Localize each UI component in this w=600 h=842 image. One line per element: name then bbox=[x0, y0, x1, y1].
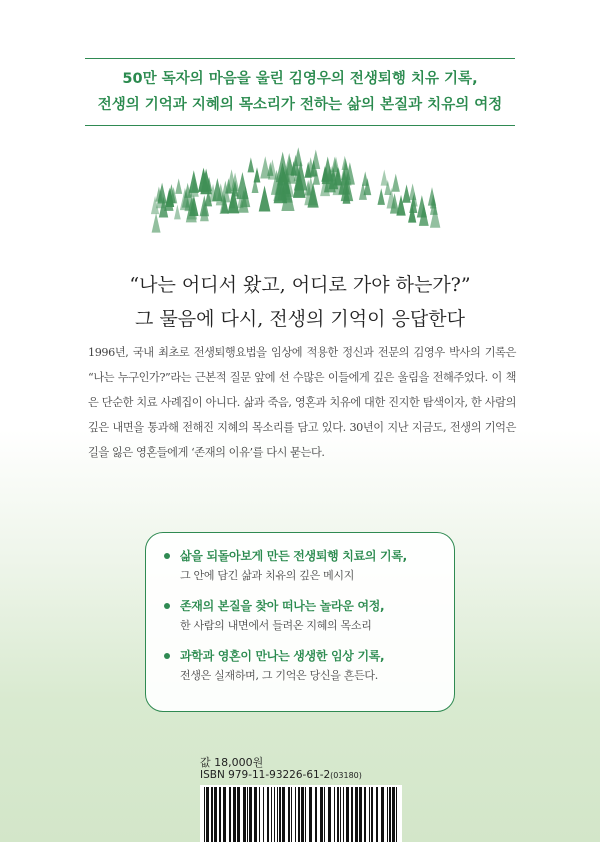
barcode-bar bbox=[206, 787, 209, 842]
barcode-bar bbox=[298, 787, 300, 842]
bullet-icon bbox=[164, 553, 170, 559]
highlight-subtitle: 한 사람의 내면에서 들려온 지혜의 목소리 bbox=[180, 619, 372, 632]
highlight-title: 삶을 되돌아보게 만든 전생퇴행 치료의 기록, bbox=[180, 549, 407, 563]
body-paragraph: 1996년, 국내 최초로 전생퇴행요법을 임상에 적용한 정신과 전문의 김영우 박사의 기록은 “나는 누구인가?”라는 근본적 질문 앞에 선 수많은 이들에게 깊은 울림을 전해주었다. 이 책은 단순한 치료 사례집이 아니다. 삶과 죽음, 영혼과 치유에 대한 진지한 탐색이자, 한 사람의 깊은 내면을 통과해 전해진 지혜의 목소리를 담고 있다. 30년이 지난 지금도, 전생의 기억은 길을 잃은 영혼들에게 ‘존재의 이유’를 다시 묻는다. bbox=[88, 346, 516, 459]
barcode-bar bbox=[295, 787, 296, 842]
tree-shape bbox=[236, 172, 248, 199]
tree-shape bbox=[259, 186, 271, 212]
barcode-bar bbox=[291, 787, 292, 842]
barcode-bar bbox=[219, 787, 221, 842]
barcode-bar bbox=[392, 787, 395, 842]
barcode-bar bbox=[223, 787, 226, 842]
highlight-item bbox=[164, 597, 444, 635]
barcode-bar bbox=[237, 787, 240, 842]
barcode-bar bbox=[387, 787, 388, 842]
tree-shape bbox=[409, 183, 417, 200]
highlight-title: 과학과 영혼이 만나는 생생한 임상 기록, bbox=[180, 649, 385, 663]
headline bbox=[60, 66, 540, 118]
highlight-title: 존재의 본질을 찾아 떠나는 놀라운 여정, bbox=[180, 599, 385, 613]
barcode-bar bbox=[279, 787, 281, 842]
barcode-bar bbox=[233, 787, 236, 842]
barcode-bar bbox=[277, 787, 278, 842]
barcode-bar bbox=[381, 787, 384, 842]
barcode-bar bbox=[247, 787, 248, 842]
barcode-bar bbox=[214, 787, 217, 842]
isbn-number: ISBN 979-11-93226-61-2 bbox=[200, 769, 331, 781]
highlight-subtitle: 전생은 실재하며, 그 기억은 당신을 흔든다. bbox=[180, 669, 378, 682]
bottom-rule bbox=[85, 125, 515, 126]
barcode-bar bbox=[315, 787, 317, 842]
tree-shape bbox=[402, 184, 410, 202]
forest-illustration bbox=[150, 140, 450, 240]
barcode-bar bbox=[396, 787, 397, 842]
top-rule bbox=[85, 58, 515, 59]
tree-shape bbox=[417, 195, 427, 217]
barcode-bar bbox=[389, 787, 391, 842]
barcode-bar bbox=[369, 787, 370, 842]
barcode-bar bbox=[249, 787, 252, 842]
barcode-bar bbox=[274, 787, 275, 842]
barcode-bar bbox=[324, 787, 325, 842]
tree-shape bbox=[342, 156, 348, 170]
barcode-bar bbox=[301, 787, 304, 842]
highlight-item bbox=[164, 547, 444, 585]
barcode-bar bbox=[340, 787, 341, 842]
barcode-bar bbox=[263, 787, 264, 842]
barcode-bar bbox=[346, 787, 349, 842]
quote-line-2: 그 물음에 다시, 전생의 기억이 응답한다 bbox=[135, 308, 465, 330]
barcode-bar bbox=[229, 787, 231, 842]
barcode bbox=[200, 785, 402, 842]
price: 값 18,000원 bbox=[200, 756, 264, 769]
bullet-icon bbox=[164, 653, 170, 659]
barcode-bar bbox=[267, 787, 269, 842]
barcode-bar bbox=[271, 787, 272, 842]
barcode-bar bbox=[343, 787, 344, 842]
barcode-bar bbox=[259, 787, 260, 842]
barcode-bar bbox=[254, 787, 257, 842]
highlight-subtitle: 그 안에 담긴 삶과 치유의 깊은 메시지 bbox=[180, 569, 355, 582]
barcode-bar bbox=[364, 787, 366, 842]
highlight-item bbox=[164, 647, 444, 685]
barcode-bar bbox=[371, 787, 373, 842]
highlight-box bbox=[145, 532, 455, 712]
barcode-bar bbox=[204, 787, 205, 842]
tree-shape bbox=[248, 157, 255, 172]
barcode-bar bbox=[282, 787, 285, 842]
quote bbox=[40, 268, 560, 336]
barcode-bar bbox=[355, 787, 358, 842]
tree-shape bbox=[189, 170, 199, 193]
headline-line-1: 50만 독자의 마음을 울린 김영우의 전생퇴행 치유 기록, bbox=[122, 71, 478, 87]
tree-shape bbox=[175, 178, 182, 194]
barcode-bar bbox=[320, 787, 323, 842]
barcode-bar bbox=[334, 787, 335, 842]
tree-shape bbox=[377, 188, 384, 205]
tree-shape bbox=[260, 156, 270, 178]
tree-shape bbox=[174, 204, 181, 219]
barcode-bar bbox=[288, 787, 290, 842]
quote-line-1: “나는 어디서 왔고, 어디로 가야 하는가?” bbox=[129, 274, 471, 296]
barcode-bar bbox=[309, 787, 312, 842]
headline-line-2: 전생의 기억과 지혜의 목소리가 전하는 삶의 본질과 치유의 여정 bbox=[97, 97, 503, 113]
tree-shape bbox=[311, 150, 320, 170]
barcode-bar bbox=[211, 787, 213, 842]
barcode-bar bbox=[243, 787, 246, 842]
isbn bbox=[200, 769, 450, 781]
isbn-code: (03180) bbox=[330, 771, 362, 780]
barcode-bar bbox=[351, 787, 353, 842]
barcode-bar bbox=[337, 787, 339, 842]
barcode-bar bbox=[305, 787, 306, 842]
barcode-bar bbox=[328, 787, 331, 842]
bullet-icon bbox=[164, 603, 170, 609]
barcode-bar bbox=[359, 787, 362, 842]
tree-shape bbox=[392, 174, 400, 192]
barcode-bar bbox=[376, 787, 378, 842]
tree-shape bbox=[381, 169, 388, 185]
